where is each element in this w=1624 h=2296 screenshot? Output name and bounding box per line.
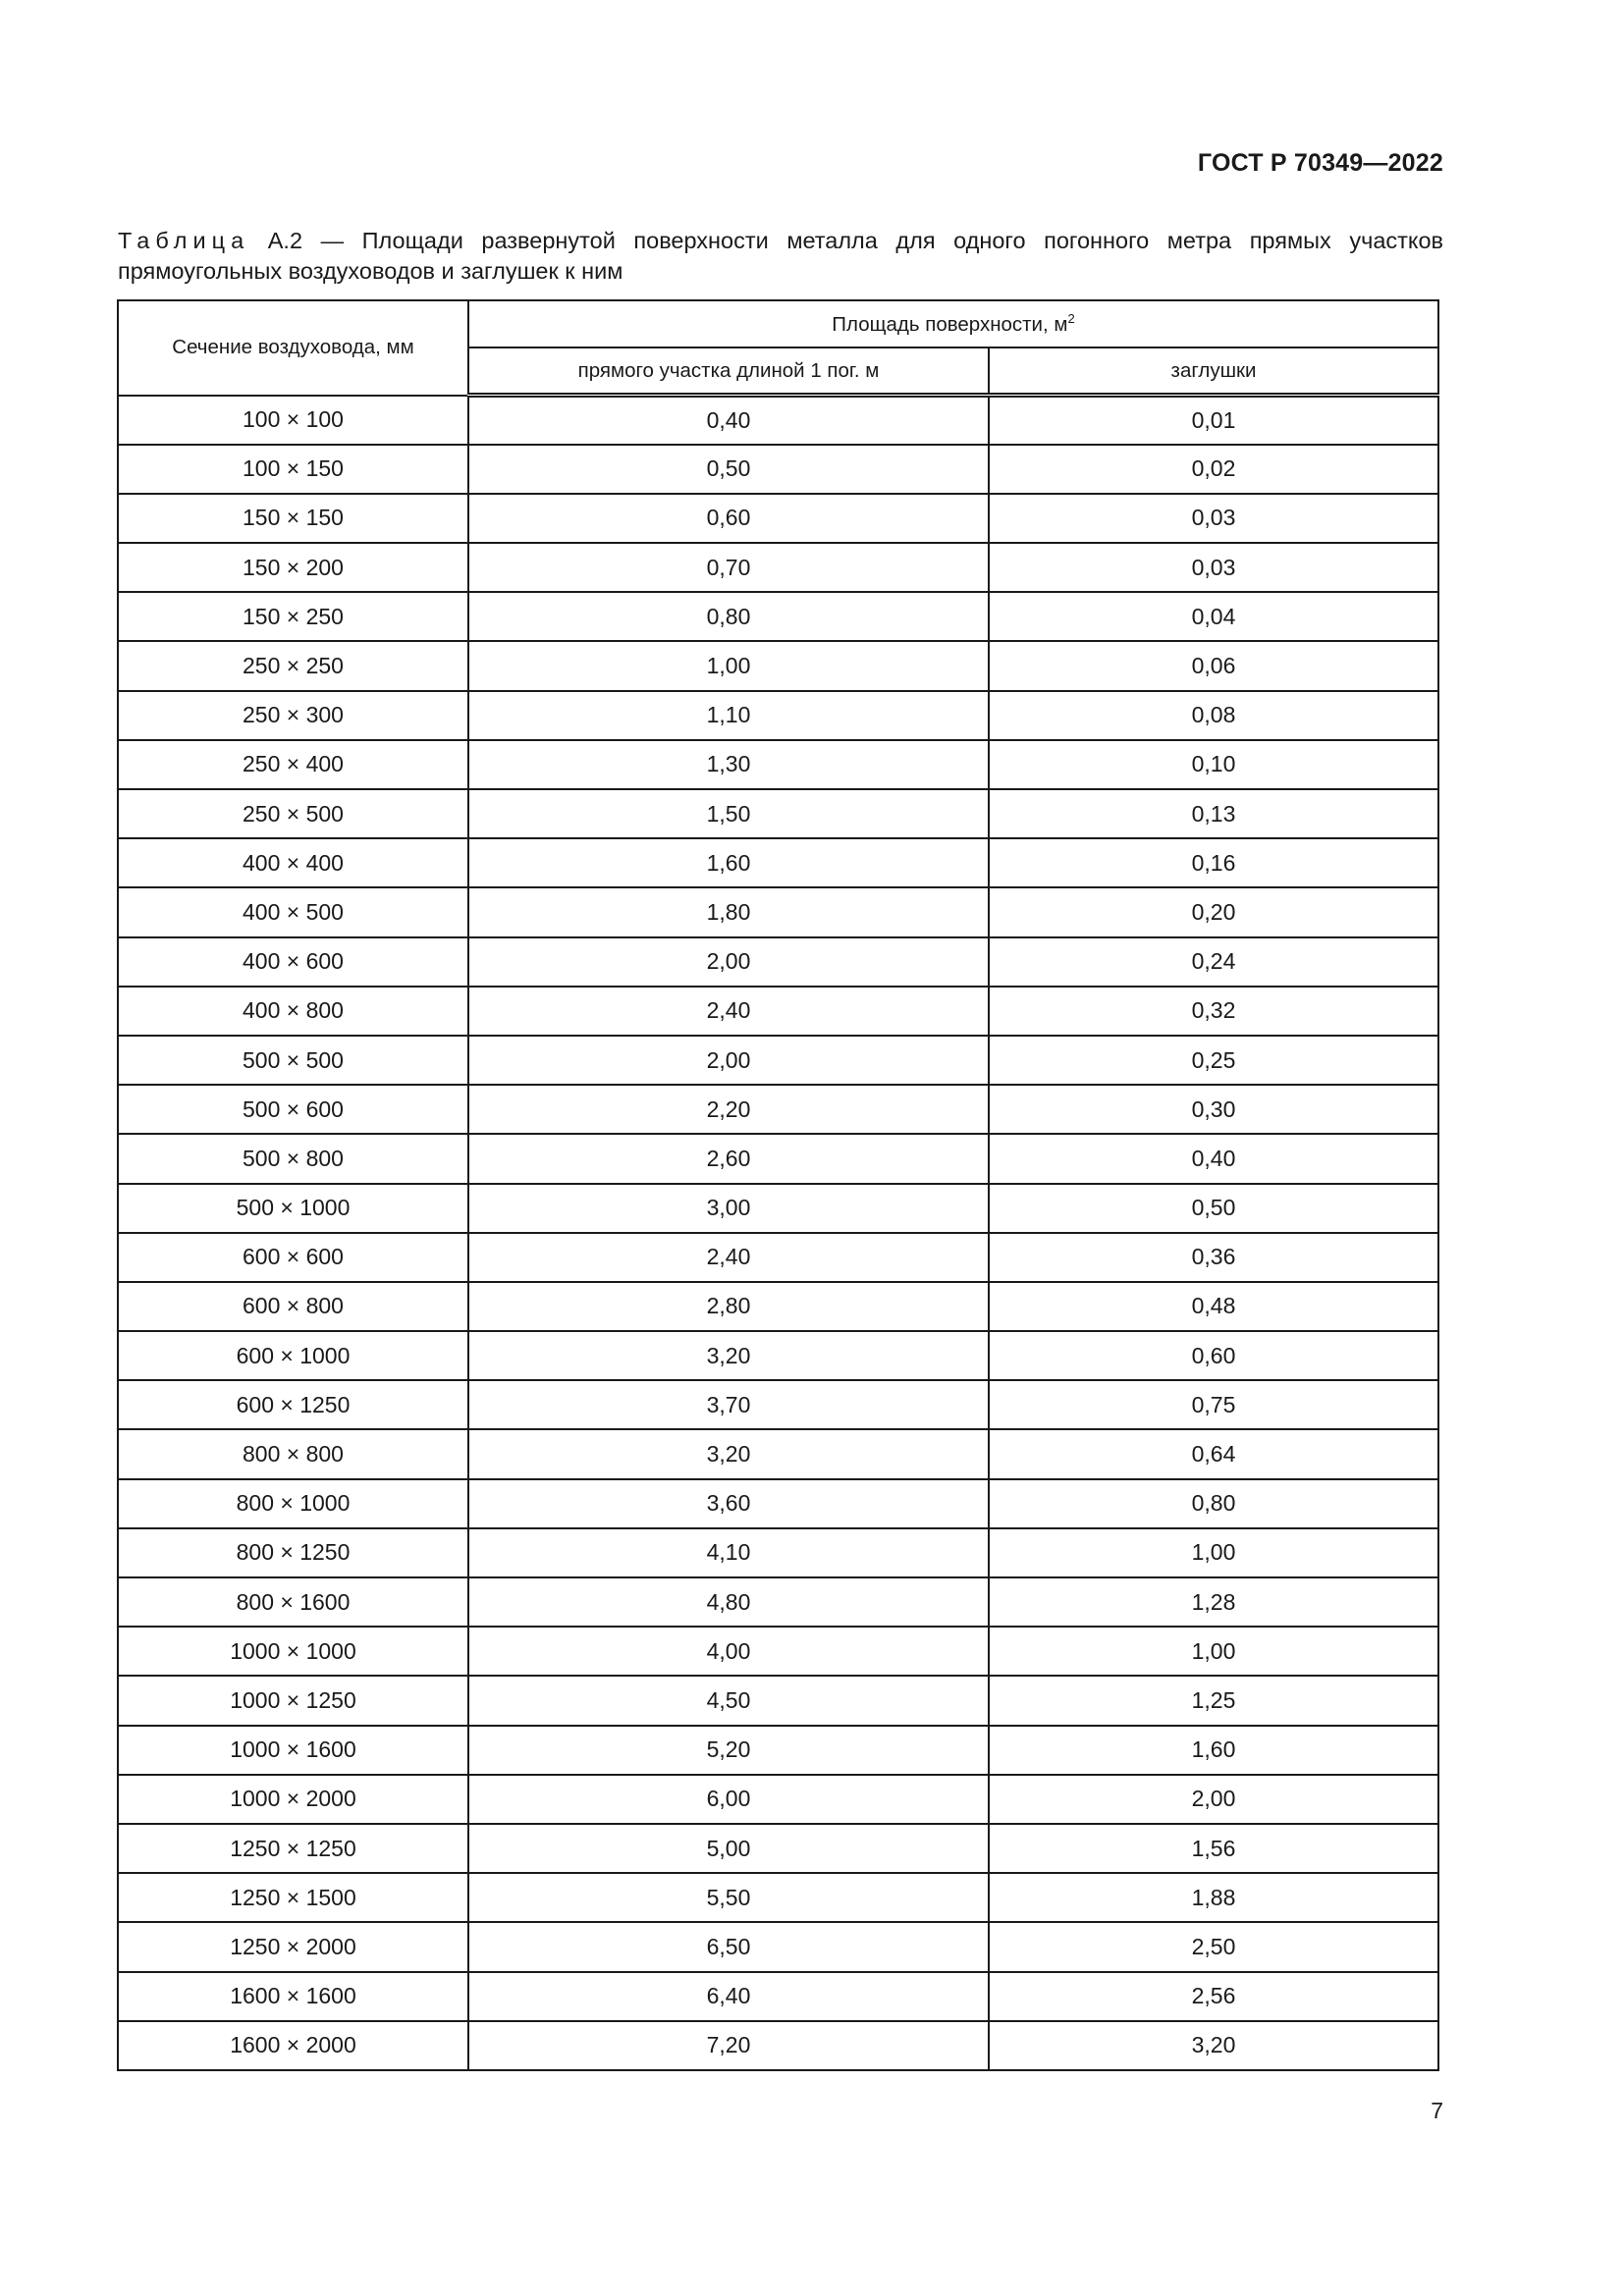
- cell-section: 250 × 250: [118, 641, 468, 690]
- table-row: [118, 1726, 1438, 1775]
- table-row: [118, 1627, 1438, 1676]
- cell-section: 800 × 800: [118, 1429, 468, 1478]
- table-row: [118, 1331, 1438, 1380]
- table-row: [118, 1873, 1438, 1922]
- cell-straight-area: 7,20: [468, 2021, 989, 2070]
- cell-straight-area: 3,20: [468, 1331, 989, 1380]
- table-row: [118, 887, 1438, 936]
- page-number: 7: [1431, 2098, 1443, 2123]
- cell-section: 1000 × 1600: [118, 1726, 468, 1775]
- cell-straight-area: 3,70: [468, 1380, 989, 1429]
- cell-straight-area: 4,80: [468, 1577, 989, 1627]
- cell-straight-area: 1,30: [468, 740, 989, 789]
- cell-cap-area: 0,50: [989, 1184, 1438, 1233]
- cell-cap-area: 0,10: [989, 740, 1438, 789]
- cell-section: 500 × 1000: [118, 1184, 468, 1233]
- cell-section: 400 × 600: [118, 937, 468, 987]
- cell-cap-area: 3,20: [989, 2021, 1438, 2070]
- cell-section: 250 × 400: [118, 740, 468, 789]
- cell-straight-area: 3,00: [468, 1184, 989, 1233]
- table-row: [118, 691, 1438, 740]
- cell-straight-area: 2,20: [468, 1085, 989, 1134]
- cell-section: 1250 × 1500: [118, 1873, 468, 1922]
- table-row: [118, 1282, 1438, 1331]
- cell-straight-area: 2,40: [468, 987, 989, 1036]
- cell-cap-area: 1,00: [989, 1627, 1438, 1676]
- cell-cap-area: 1,00: [989, 1528, 1438, 1577]
- table-row: [118, 1036, 1438, 1085]
- cell-straight-area: 4,10: [468, 1528, 989, 1577]
- cell-section: 150 × 200: [118, 543, 468, 592]
- table-row: [118, 1824, 1438, 1873]
- cell-section: 150 × 150: [118, 494, 468, 543]
- surface-area-table: [117, 299, 1439, 2071]
- table-row: [118, 1184, 1438, 1233]
- cell-cap-area: 0,80: [989, 1479, 1438, 1528]
- table-row: [118, 494, 1438, 543]
- col-header-cap: заглушки: [989, 347, 1438, 396]
- cell-section: 500 × 800: [118, 1134, 468, 1183]
- table-row: [118, 838, 1438, 887]
- cell-section: 1000 × 1250: [118, 1676, 468, 1725]
- table-row: [118, 1380, 1438, 1429]
- cell-section: 100 × 100: [118, 396, 468, 445]
- cell-straight-area: 1,10: [468, 691, 989, 740]
- cell-cap-area: 0,04: [989, 592, 1438, 641]
- table-row: [118, 445, 1438, 494]
- table-row: [118, 592, 1438, 641]
- cell-straight-area: 2,00: [468, 937, 989, 987]
- table-row: [118, 1577, 1438, 1627]
- cell-straight-area: 3,60: [468, 1479, 989, 1528]
- cell-section: 400 × 800: [118, 987, 468, 1036]
- cell-section: 800 × 1600: [118, 1577, 468, 1627]
- area-group-label: Площадь поверхности, м: [832, 313, 1068, 336]
- cell-section: 600 × 600: [118, 1233, 468, 1282]
- table-body: [118, 396, 1438, 2070]
- table-row: [118, 1134, 1438, 1183]
- cell-cap-area: 0,13: [989, 789, 1438, 838]
- cell-cap-area: 0,32: [989, 987, 1438, 1036]
- cell-cap-area: 0,60: [989, 1331, 1438, 1380]
- cell-section: 250 × 500: [118, 789, 468, 838]
- cell-cap-area: 2,56: [989, 1972, 1438, 2021]
- cell-straight-area: 5,00: [468, 1824, 989, 1873]
- cell-straight-area: 3,20: [468, 1429, 989, 1478]
- table-row: [118, 1775, 1438, 1824]
- cell-straight-area: 2,60: [468, 1134, 989, 1183]
- cell-cap-area: 0,36: [989, 1233, 1438, 1282]
- cell-section: 250 × 300: [118, 691, 468, 740]
- cell-section: 100 × 150: [118, 445, 468, 494]
- cell-cap-area: 0,01: [989, 396, 1438, 445]
- table-row: [118, 1972, 1438, 2021]
- cell-cap-area: 0,16: [989, 838, 1438, 887]
- cell-section: 1000 × 1000: [118, 1627, 468, 1676]
- table-caption-text: А.2 — Площади развернутой поверхности металла для одного погонного метра прямых участков прямоугольных воздуховодов и заглушек к ним: [118, 228, 1443, 284]
- cell-cap-area: 0,03: [989, 494, 1438, 543]
- table-caption: [118, 226, 1443, 287]
- table-row: [118, 1922, 1438, 1971]
- cell-straight-area: 0,60: [468, 494, 989, 543]
- cell-straight-area: 6,00: [468, 1775, 989, 1824]
- cell-straight-area: 0,80: [468, 592, 989, 641]
- standard-id: ГОСТ Р 70349—2022: [1197, 149, 1443, 177]
- cell-section: 400 × 400: [118, 838, 468, 887]
- cell-section: 150 × 250: [118, 592, 468, 641]
- table-row: [118, 1528, 1438, 1577]
- cell-straight-area: 2,80: [468, 1282, 989, 1331]
- cell-cap-area: 1,25: [989, 1676, 1438, 1725]
- cell-straight-area: 2,40: [468, 1233, 989, 1282]
- cell-straight-area: 1,60: [468, 838, 989, 887]
- table-caption-label: Таблица: [118, 228, 250, 253]
- cell-cap-area: 0,06: [989, 641, 1438, 690]
- cell-cap-area: 2,00: [989, 1775, 1438, 1824]
- cell-straight-area: 1,80: [468, 887, 989, 936]
- cell-straight-area: 4,00: [468, 1627, 989, 1676]
- table-row: [118, 2021, 1438, 2070]
- cell-straight-area: 6,40: [468, 1972, 989, 2021]
- cell-straight-area: 0,40: [468, 396, 989, 445]
- cell-straight-area: 2,00: [468, 1036, 989, 1085]
- table-row: [118, 641, 1438, 690]
- cell-cap-area: 1,60: [989, 1726, 1438, 1775]
- table-row: [118, 1479, 1438, 1528]
- cell-section: 1600 × 1600: [118, 1972, 468, 2021]
- area-unit-superscript: 2: [1067, 311, 1075, 326]
- cell-straight-area: 5,20: [468, 1726, 989, 1775]
- table-row: [118, 740, 1438, 789]
- cell-cap-area: 1,28: [989, 1577, 1438, 1627]
- table-row: [118, 1676, 1438, 1725]
- cell-section: 1250 × 1250: [118, 1824, 468, 1873]
- cell-straight-area: 1,00: [468, 641, 989, 690]
- cell-cap-area: 0,75: [989, 1380, 1438, 1429]
- cell-section: 800 × 1250: [118, 1528, 468, 1577]
- table-row: [118, 1233, 1438, 1282]
- cell-straight-area: 4,50: [468, 1676, 989, 1725]
- cell-section: 500 × 600: [118, 1085, 468, 1134]
- cell-section: 600 × 800: [118, 1282, 468, 1331]
- table-row: [118, 987, 1438, 1036]
- cell-cap-area: 0,25: [989, 1036, 1438, 1085]
- cell-cap-area: 0,40: [989, 1134, 1438, 1183]
- col-header-section: Сечение воздуховода, мм: [118, 300, 468, 396]
- cell-section: 1600 × 2000: [118, 2021, 468, 2070]
- cell-straight-area: 1,50: [468, 789, 989, 838]
- cell-cap-area: 0,03: [989, 543, 1438, 592]
- cell-section: 500 × 500: [118, 1036, 468, 1085]
- table-row: [118, 1085, 1438, 1134]
- cell-cap-area: 2,50: [989, 1922, 1438, 1971]
- cell-cap-area: 0,02: [989, 445, 1438, 494]
- cell-straight-area: 6,50: [468, 1922, 989, 1971]
- cell-section: 400 × 500: [118, 887, 468, 936]
- table-row: [118, 396, 1438, 445]
- cell-section: 800 × 1000: [118, 1479, 468, 1528]
- cell-cap-area: 0,30: [989, 1085, 1438, 1134]
- cell-section: 600 × 1250: [118, 1380, 468, 1429]
- cell-section: 1000 × 2000: [118, 1775, 468, 1824]
- col-header-straight: прямого участка длиной 1 пог. м: [468, 347, 989, 396]
- cell-cap-area: 0,20: [989, 887, 1438, 936]
- cell-cap-area: 0,48: [989, 1282, 1438, 1331]
- table-row: [118, 543, 1438, 592]
- cell-cap-area: 0,64: [989, 1429, 1438, 1478]
- cell-straight-area: 5,50: [468, 1873, 989, 1922]
- table-row: [118, 937, 1438, 987]
- cell-section: 600 × 1000: [118, 1331, 468, 1380]
- cell-cap-area: 0,24: [989, 937, 1438, 987]
- cell-cap-area: 0,08: [989, 691, 1438, 740]
- cell-straight-area: 0,70: [468, 543, 989, 592]
- cell-cap-area: 1,56: [989, 1824, 1438, 1873]
- cell-cap-area: 1,88: [989, 1873, 1438, 1922]
- col-header-area-group: [468, 300, 1438, 347]
- cell-straight-area: 0,50: [468, 445, 989, 494]
- table-row: [118, 789, 1438, 838]
- cell-section: 1250 × 2000: [118, 1922, 468, 1971]
- table-row: [118, 1429, 1438, 1478]
